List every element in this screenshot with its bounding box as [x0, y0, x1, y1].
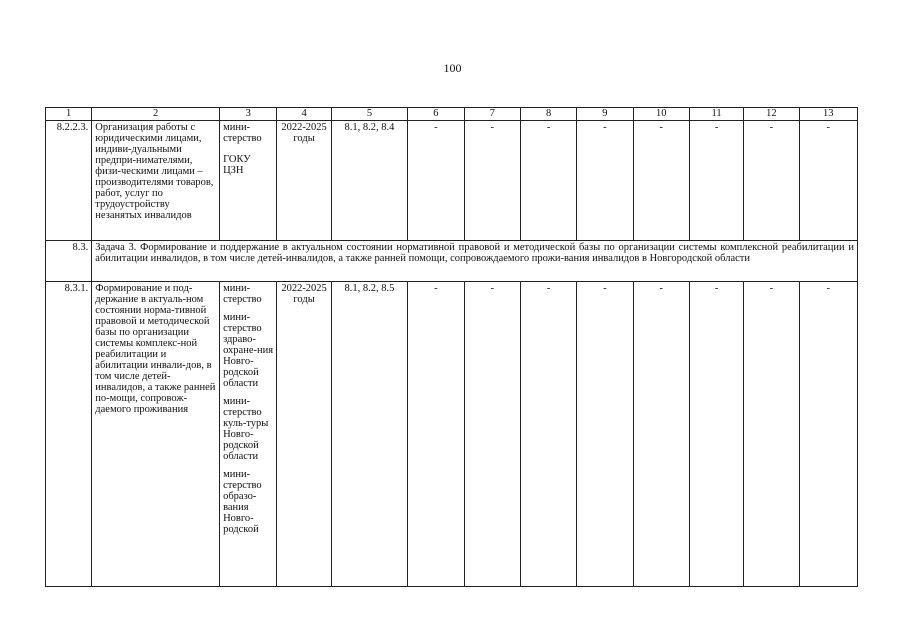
header-cell: 9	[577, 108, 633, 121]
value-cell: -	[633, 282, 689, 587]
executor: мини-стерство куль-туры Новго-родской области	[223, 396, 269, 462]
period-cell: 2022-2025 годы	[277, 282, 331, 587]
row-number: 8.2.2.3.	[46, 121, 92, 241]
header-cell: 7	[464, 108, 520, 121]
executor: мини-стерство	[223, 122, 262, 144]
header-cell: 4	[277, 108, 331, 121]
header-cell: 12	[744, 108, 799, 121]
value-cell: -	[689, 282, 743, 587]
value-cell: -	[744, 282, 799, 587]
program-table	[45, 107, 858, 587]
header-cell: 5	[331, 108, 407, 121]
value-cell: -	[689, 121, 743, 241]
indicators-cell: 8.1, 8.2, 8.5	[331, 282, 407, 587]
value-cell: -	[408, 121, 464, 241]
task-row	[46, 241, 858, 282]
executor: ГОКУ ЦЗН	[223, 154, 251, 176]
header-cell: 13	[799, 108, 857, 121]
row-number: 8.3.1.	[46, 282, 92, 587]
header-cell: 3	[220, 108, 277, 121]
header-cell: 10	[633, 108, 689, 121]
measure-name: Организация работы с юридическими лицами, индиви-дуальными предпри-нимателями, физи-ческими лицами – производителями товаров, работ, услуг по трудоустройству незанятых инвалидов	[92, 121, 220, 241]
table-row	[46, 282, 858, 587]
page-number: 100	[443, 61, 462, 75]
task-number: 8.3.	[46, 241, 92, 282]
table-row	[46, 121, 858, 241]
header-cell: 6	[408, 108, 464, 121]
header-row	[46, 108, 858, 121]
value-cell: -	[408, 282, 464, 587]
header-cell: 8	[520, 108, 576, 121]
value-cell: -	[799, 282, 857, 587]
header-cell: 2	[92, 108, 220, 121]
period-cell: 2022-2025 годы	[277, 121, 331, 241]
executor: мини-стерство здраво-охране-ния Новго-родской области	[223, 312, 274, 389]
value-cell: -	[464, 121, 520, 241]
value-cell: -	[744, 121, 799, 241]
value-cell: -	[799, 121, 857, 241]
indicators-cell: 8.1, 8.2, 8.4	[331, 121, 407, 241]
executor: мини-стерство	[223, 283, 262, 305]
executors-cell	[220, 121, 277, 241]
measure-name: Формирование и под-держание в актуаль-ном состоянии норма-тивной правовой и методической базы по организации системы комплекс-ной реабилитации и абилитации инвали-дов, в том числе детей-инвалидов, а также ранней по-мощи, сопровож-даемого проживания	[92, 282, 220, 587]
value-cell: -	[577, 282, 633, 587]
value-cell: -	[520, 282, 576, 587]
value-cell: -	[577, 121, 633, 241]
value-cell: -	[520, 121, 576, 241]
executor: мини-стерство образо-вания Новго-родской	[223, 469, 262, 535]
header-cell: 1	[46, 108, 92, 121]
header-cell: 11	[689, 108, 743, 121]
value-cell: -	[633, 121, 689, 241]
task-text: Задача 3. Формирование и поддержание в актуальном состоянии нормативной правовой и методической базы по организации системы комплексной реабилитации и абилитации инвалидов, в том числе детей-инвалидов, а также ранней помощи, сопровождаемого прожи-вания инвалидов в Новгородской области	[92, 241, 858, 282]
executors-cell	[220, 282, 277, 587]
value-cell: -	[464, 282, 520, 587]
